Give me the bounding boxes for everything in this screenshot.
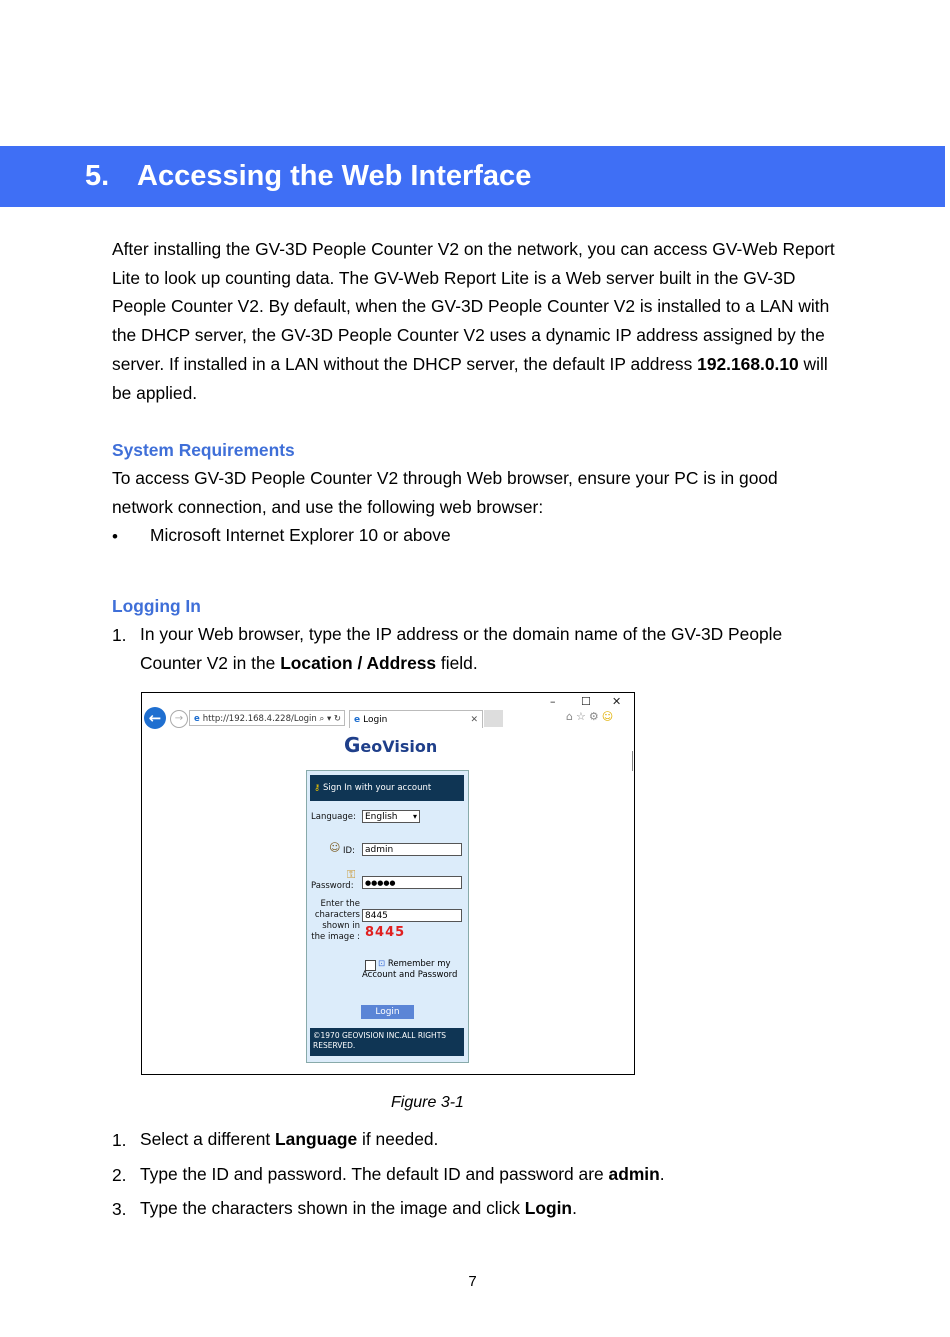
step-text bbox=[140, 1194, 577, 1223]
system-requirements-text: To access GV-3D People Counter V2 through Web browser, ensure your PC is in good network connection, and use the following web browser: bbox=[112, 468, 778, 517]
section-number: 5. bbox=[85, 160, 110, 192]
step-number: 1. bbox=[112, 1130, 127, 1150]
intro-paragraph bbox=[112, 235, 842, 407]
new-tab-button[interactable] bbox=[484, 710, 503, 727]
step1-text bbox=[140, 620, 820, 677]
minimize-icon[interactable]: – bbox=[550, 695, 556, 708]
step-number: 2. bbox=[112, 1165, 127, 1185]
remember-text: Remember my Account and Password bbox=[362, 959, 458, 980]
login-panel-footer: ©1970 GEOVISION INC.ALL RIGHTS RESERVED. bbox=[310, 1028, 464, 1056]
step-text-a: Type the ID and password. The default ID and password are bbox=[140, 1164, 609, 1184]
tab-ie-icon: e bbox=[354, 715, 361, 725]
captcha-label: Enter the characters shown in the image : bbox=[311, 899, 360, 942]
step-text-c: . bbox=[572, 1198, 577, 1218]
figure-caption: Figure 3-1 bbox=[391, 1094, 464, 1111]
geovision-logo-text: eoVision bbox=[360, 737, 438, 756]
address-url: http://192.168.4.228/Login bbox=[202, 714, 317, 724]
login-header-text: Sign In with your account bbox=[322, 783, 432, 793]
login-button[interactable]: Login bbox=[361, 1005, 414, 1019]
step-text bbox=[140, 1125, 438, 1154]
scrollbar-edge bbox=[632, 751, 633, 771]
chevron-down-icon: ▾ bbox=[412, 812, 417, 821]
system-requirements-heading: System Requirements bbox=[112, 440, 295, 460]
close-icon[interactable]: ✕ bbox=[612, 695, 622, 708]
step-text-a: Type the characters shown in the image and click bbox=[140, 1198, 525, 1218]
step-text-bold: Login bbox=[524, 1198, 573, 1218]
section-banner bbox=[0, 146, 945, 207]
key-icon: ⚷ bbox=[314, 783, 321, 793]
toolbar-icons[interactable] bbox=[566, 710, 616, 723]
step-text bbox=[140, 1160, 665, 1189]
address-bar[interactable] bbox=[189, 710, 345, 726]
ie-icon: e bbox=[194, 714, 200, 724]
maximize-icon[interactable]: ☐ bbox=[581, 695, 591, 708]
address-controls-icon[interactable]: ⌕ ▾ ↻ bbox=[319, 714, 342, 724]
tab-close-icon[interactable]: ✕ bbox=[470, 715, 478, 725]
language-value: English bbox=[365, 812, 398, 822]
intro-text-before: After installing the GV-3D People Counter V2 on the network, you can access GV-Web Report Lite to look up counting data. The GV-Web Report Lite is a Web server built in the GV-3D People Counter V2. By default, when the GV-3D People Counter V2 is installed to a LAN with the DHCP server, the GV-3D People Counter V2 uses a dynamic IP address assigned by the server. If installed in a LAN without the DHCP server, the default IP address bbox=[112, 239, 835, 374]
geovision-logo bbox=[344, 733, 437, 757]
geovision-logo-mark: G bbox=[344, 733, 361, 757]
forward-arrow-icon[interactable]: → bbox=[170, 710, 188, 728]
step1-text-a: In your Web browser, type the IP address or the domain name of the GV-3D People Counter V2 in the bbox=[140, 624, 783, 673]
step-text-bold: Language bbox=[275, 1129, 358, 1149]
page-number: 7 bbox=[468, 1273, 477, 1290]
password-input[interactable]: ●●●●● bbox=[362, 876, 462, 889]
step1-number: 1. bbox=[112, 625, 127, 645]
back-arrow-icon[interactable]: ← bbox=[144, 707, 166, 729]
id-input[interactable]: admin bbox=[362, 843, 462, 856]
remember-label bbox=[362, 959, 466, 981]
step-text-a: Select a different bbox=[140, 1129, 276, 1149]
user-icon: ☺ bbox=[329, 841, 341, 854]
step-text-c: if needed. bbox=[357, 1129, 439, 1149]
language-label: Language: bbox=[311, 812, 356, 822]
password-label: Password: bbox=[311, 881, 354, 891]
step-text-bold: admin bbox=[608, 1164, 660, 1184]
captcha-input[interactable]: 8445 bbox=[362, 909, 462, 922]
captcha-image: 8445 bbox=[365, 925, 406, 940]
browser-screenshot bbox=[141, 692, 635, 1075]
logging-in-heading: Logging In bbox=[112, 596, 201, 616]
bullet-symbol: • bbox=[112, 527, 118, 546]
bullet-item: Microsoft Internet Explorer 10 or above bbox=[150, 525, 451, 545]
tab-login[interactable] bbox=[349, 710, 483, 728]
tab-label: Login bbox=[363, 715, 388, 725]
login-panel bbox=[306, 770, 469, 1063]
step-number: 3. bbox=[112, 1199, 127, 1219]
language-select[interactable] bbox=[362, 810, 420, 823]
step1-bold: Location / Address bbox=[280, 652, 437, 673]
lock-icon: ⚿ bbox=[347, 868, 356, 881]
id-label: ID: bbox=[343, 846, 355, 856]
home-star-gear-icon[interactable]: ⌂☆⚙ bbox=[566, 710, 602, 723]
login-panel-header bbox=[310, 775, 464, 801]
step-text-c: . bbox=[659, 1164, 665, 1184]
remember-icon: ⊡ bbox=[378, 959, 386, 969]
section-title: Accessing the Web Interface bbox=[137, 160, 532, 192]
smiley-icon[interactable]: ☺ bbox=[601, 710, 617, 723]
intro-text-after: will be applied. bbox=[112, 353, 828, 403]
default-ip-address: 192.168.0.10 bbox=[697, 353, 799, 374]
step1-text-b: field. bbox=[436, 652, 478, 673]
